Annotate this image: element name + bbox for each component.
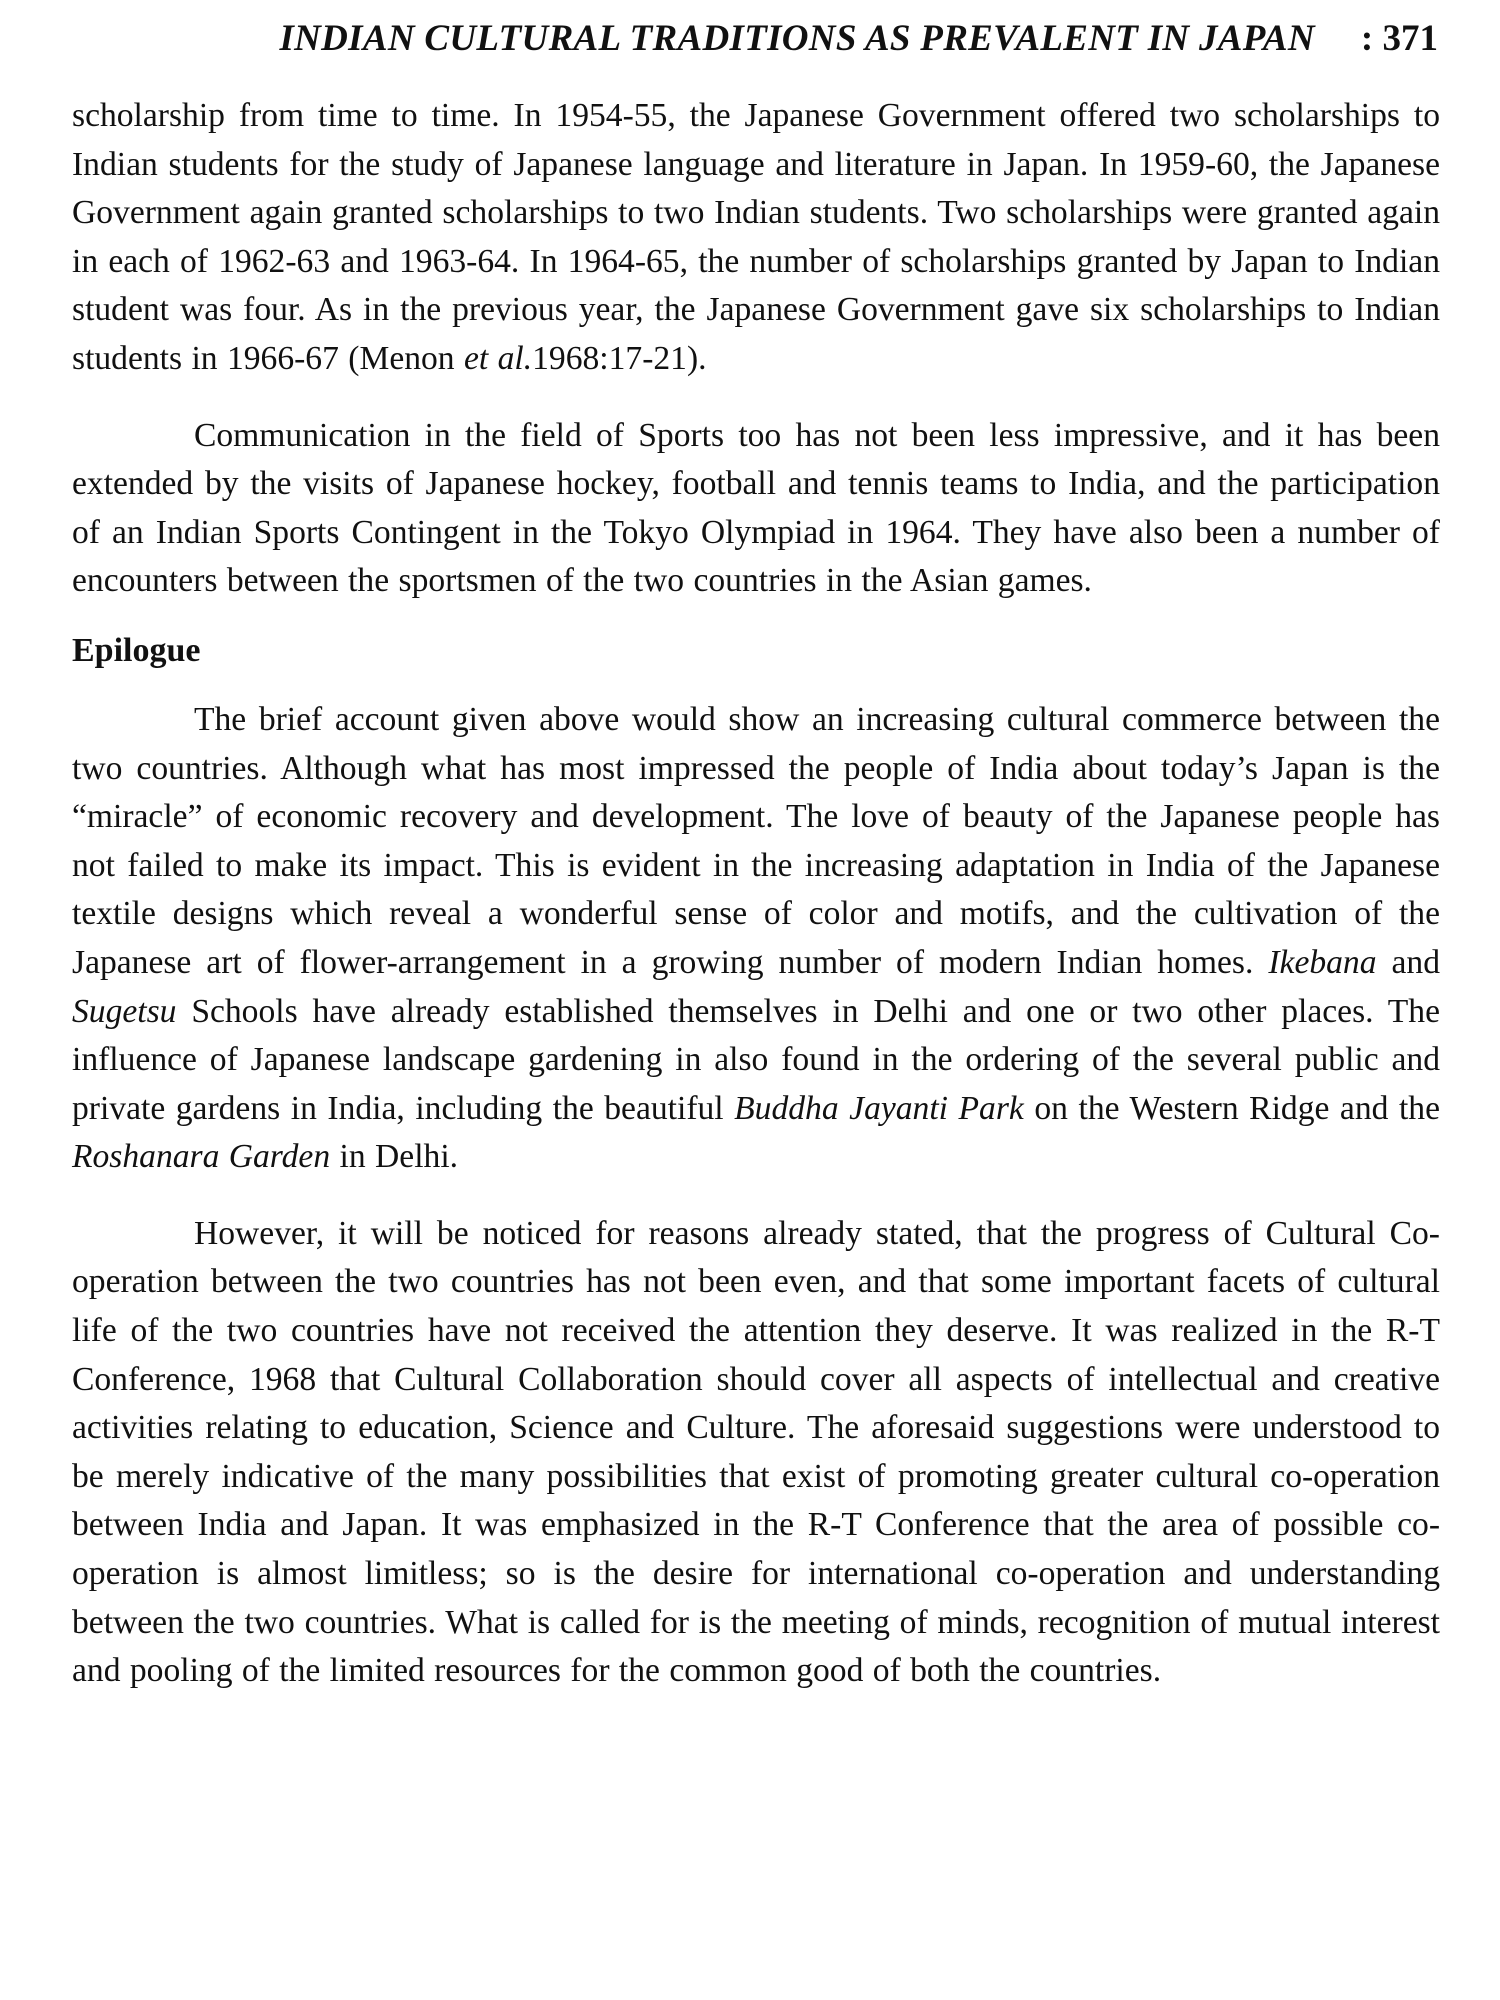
paragraph-epilogue [72, 696, 1440, 1182]
paragraph-sports [72, 412, 1440, 606]
italic-citation: et al. [464, 339, 533, 377]
italic-term: Sugetsu [72, 992, 177, 1030]
paragraph-text: and [1391, 943, 1440, 981]
section-heading-epilogue: Epilogue [72, 631, 201, 669]
citation-year: 1968:17-21). [532, 339, 707, 377]
italic-place-name: Roshanara Garden [72, 1138, 331, 1176]
running-title: INDIAN CULTURAL TRADITIONS AS PREVALENT IN JAPAN [279, 18, 1315, 59]
paragraph-text: Schools have already established themselves in Delhi and one or two other places. The influence of Japanese landscape gardening in also found in the ordering of the several public and private gardens in India, including the beautiful [72, 992, 1440, 1127]
paragraph-text: However, it will be noticed for reasons already stated, that the progress of Cultural Co-operation between the two countries has not been even, and that some important facets of cultural life of the two countries have not received the attention they deserve. It was realized in the R-T Conference, 1968 that Cultural Collaboration should cover all aspects of intellectual and creative activities relating to education, Science and Culture. The aforesaid suggestions were understood to be merely indicative of the many possibilities that exist of promoting greater cultural co-operation between India and Japan. It was emphasized in the R-T Conference that the area of possible co-operation is almost limitless; so is the desire for international co-operation and understanding between the two countries. What is called for is the meeting of minds, recognition of mutual interest and pooling of the limited resources for the common good of both the countries. [72, 1214, 1440, 1690]
paragraph-text: in Delhi. [339, 1138, 459, 1176]
paragraph-scholarships [72, 92, 1440, 384]
italic-term: Ikebana [1268, 943, 1377, 981]
book-page [72, 14, 1440, 1696]
paragraph-text: The brief account given above would show an increasing cultural commerce between the two countries. Although what has most impressed the people of India about today’s Japan is the “miracle” of economic recovery and development. The love of beauty of the Japanese people has not failed to make its impact. This is evident in the increasing adaptation in India of the Japanese textile designs which reveal a wonderful sense of color and motifs, and the cultivation of the Japanese art of flower-arrangement in a growing number of modern Indian homes. [72, 700, 1440, 981]
paragraph-text: on the Western Ridge and the [1034, 1089, 1440, 1127]
running-header [72, 14, 1438, 64]
paragraph-text: scholarship from time to time. In 1954-55, the Japanese Government offered two scholarships to Indian students for the study of Japanese language and literature in Japan. In 1959-60, the Japanese Government again granted scholarships to two Indian students. Two scholarships were granted again in each of 1962-63 and 1963-64. In 1964-65, the number of scholarships granted by Japan to Indian student was four. As in the previous year, the Japanese Government gave six scholarships to Indian students in 1966-67 (Menon [72, 97, 1440, 377]
page-number: : 371 [1360, 18, 1438, 59]
italic-place-name: Buddha Jayanti Park [734, 1089, 1024, 1127]
paragraph-text: Communication in the field of Sports too has not been less impressive, and it has been extended by the visits of Japanese hockey, football and tennis teams to India, and the participation of an Indian Sports Contingent in the Tokyo Olympiad in 1964. They have also been a number of encounters between the sportsmen of the two countries in the Asian games. [72, 416, 1440, 600]
paragraph-cooperation [72, 1210, 1440, 1696]
